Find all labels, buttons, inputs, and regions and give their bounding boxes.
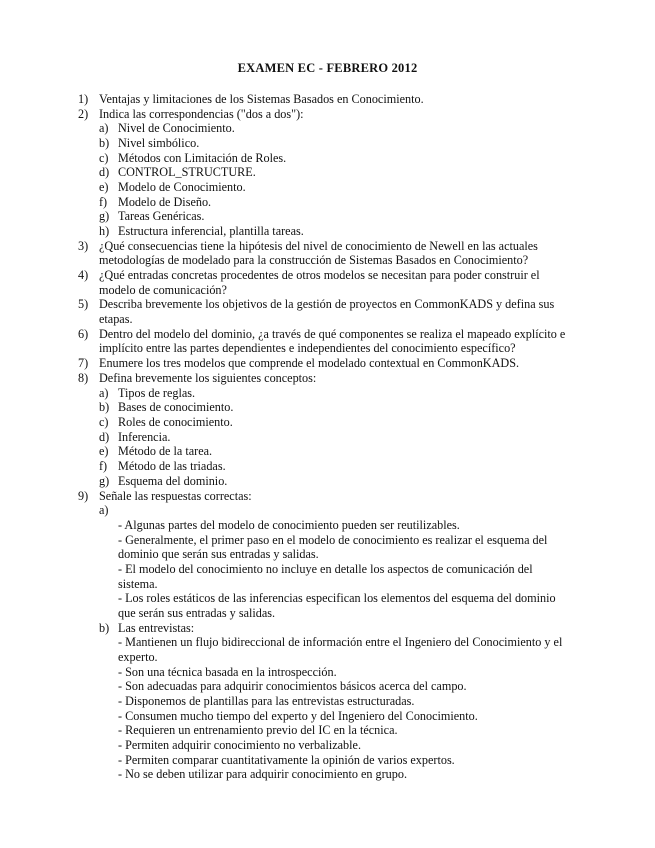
question-number: 3) [78, 239, 89, 253]
question-number: 2) [78, 107, 89, 121]
answer-option: que serán sus entradas y salidas. [118, 606, 276, 620]
item-text: Tipos de reglas. [118, 386, 196, 400]
item-text: Estructura inferencial, plantilla tareas. [118, 224, 304, 238]
item-label: h) [99, 224, 110, 238]
answer-option: sistema. [118, 577, 158, 591]
answer-option: - Son una técnica basada en la introspección. [118, 665, 337, 679]
item-label: a) [99, 386, 109, 400]
item-text: Modelo de Diseño. [118, 195, 212, 209]
answer-option: - Algunas partes del modelo de conocimiento pueden ser reutilizables. [118, 518, 460, 532]
item-label: d) [99, 430, 110, 444]
item-text: Inferencia. [118, 430, 171, 444]
question-number: 6) [78, 327, 89, 341]
question-text: implícito entre las partes dependientes e independientes del conocimiento específico? [99, 341, 516, 355]
item-label: g) [99, 209, 110, 223]
item-label: f) [99, 459, 108, 473]
page-title: EXAMEN EC - FEBRERO 2012 [237, 61, 418, 75]
item-label: c) [99, 415, 109, 429]
question-text: ¿Qué consecuencias tiene la hipótesis del nivel de conocimiento de Newell en las actuales [99, 239, 538, 253]
question-number: 8) [78, 371, 89, 385]
question-number: 1) [78, 92, 89, 106]
item-label: a) [99, 121, 109, 135]
item-text: Nivel simbólico. [118, 136, 200, 150]
item-label: g) [99, 474, 110, 488]
question-text: metodologías de modelado para la construcción de Sistemas Basados en Conocimiento? [99, 253, 529, 267]
item-text: Modelo de Conocimiento. [118, 180, 246, 194]
item-text: Esquema del dominio. [118, 474, 228, 488]
item-label: a) [99, 503, 109, 517]
item-label: b) [99, 136, 110, 150]
item-text: Roles de conocimiento. [118, 415, 233, 429]
item-text: Métodos con Limitación de Roles. [118, 151, 287, 165]
answer-option: - No se deben utilizar para adquirir conocimiento en grupo. [118, 767, 408, 781]
answer-option: - El modelo del conocimiento no incluye en detalle los aspectos de comunicación del [118, 562, 533, 576]
question-text: etapas. [99, 312, 133, 326]
item-label: e) [99, 180, 109, 194]
answer-option: experto. [118, 650, 158, 664]
item-label: f) [99, 195, 108, 209]
item-label: c) [99, 151, 109, 165]
question-text: Describa brevemente los objetivos de la gestión de proyectos en CommonKADS y defina sus [99, 297, 555, 311]
item-text: Bases de conocimiento. [118, 400, 234, 414]
question-text: Enumere los tres modelos que comprende el modelado contextual en CommonKADS. [99, 356, 520, 370]
answer-option: - Son adecuadas para adquirir conocimientos básicos acerca del campo. [118, 679, 467, 693]
question-text: Indica las correspondencias ("dos a dos"): [99, 107, 304, 121]
item-label: b) [99, 621, 110, 635]
answer-option: - Permiten adquirir conocimiento no verbalizable. [118, 738, 361, 752]
question-text: Señale las respuestas correctas: [99, 489, 252, 503]
question-text: modelo de comunicación? [99, 283, 227, 297]
question-text: Defina brevemente los siguientes conceptos: [99, 371, 317, 385]
answer-option: - Los roles estáticos de las inferencias especifican los elementos del esquema del dominio [118, 591, 556, 605]
answer-option: - Generalmente, el primer paso en el modelo de conocimiento es realizar el esquema del [118, 533, 548, 547]
item-text: Método de las triadas. [118, 459, 226, 473]
item-text: CONTROL_STRUCTURE. [118, 165, 256, 179]
item-label: e) [99, 444, 109, 458]
answer-option: dominio que serán sus entradas y salidas. [118, 547, 319, 561]
answer-option: - Disponemos de plantillas para las entrevistas estructuradas. [118, 694, 415, 708]
answer-option: - Requieren un entrenamiento previo del IC en la técnica. [118, 723, 398, 737]
question-number: 5) [78, 297, 89, 311]
item-label: d) [99, 165, 110, 179]
item-text: Tareas Genéricas. [118, 209, 205, 223]
answer-option: - Mantienen un flujo bidireccional de información entre el Ingeniero del Conocimiento y el [118, 635, 563, 649]
item-text: Las entrevistas: [118, 621, 195, 635]
question-number: 7) [78, 356, 89, 370]
item-label: b) [99, 400, 110, 414]
question-text: Ventajas y limitaciones de los Sistemas Basados en Conocimiento. [99, 92, 424, 106]
question-text: ¿Qué entradas concretas procedentes de otros modelos se necesitan para poder construir el [99, 268, 540, 282]
item-text: Nivel de Conocimiento. [118, 121, 235, 135]
question-number: 9) [78, 489, 89, 503]
answer-option: - Permiten comparar cuantitativamente la opinión de varios expertos. [118, 753, 455, 767]
answer-option: - Consumen mucho tiempo del experto y del Ingeniero del Conocimiento. [118, 709, 478, 723]
item-text: Método de la tarea. [118, 444, 213, 458]
question-number: 4) [78, 268, 89, 282]
question-text: Dentro del modelo del dominio, ¿a través de qué componentes se realiza el mapeado explícito e [99, 327, 566, 341]
